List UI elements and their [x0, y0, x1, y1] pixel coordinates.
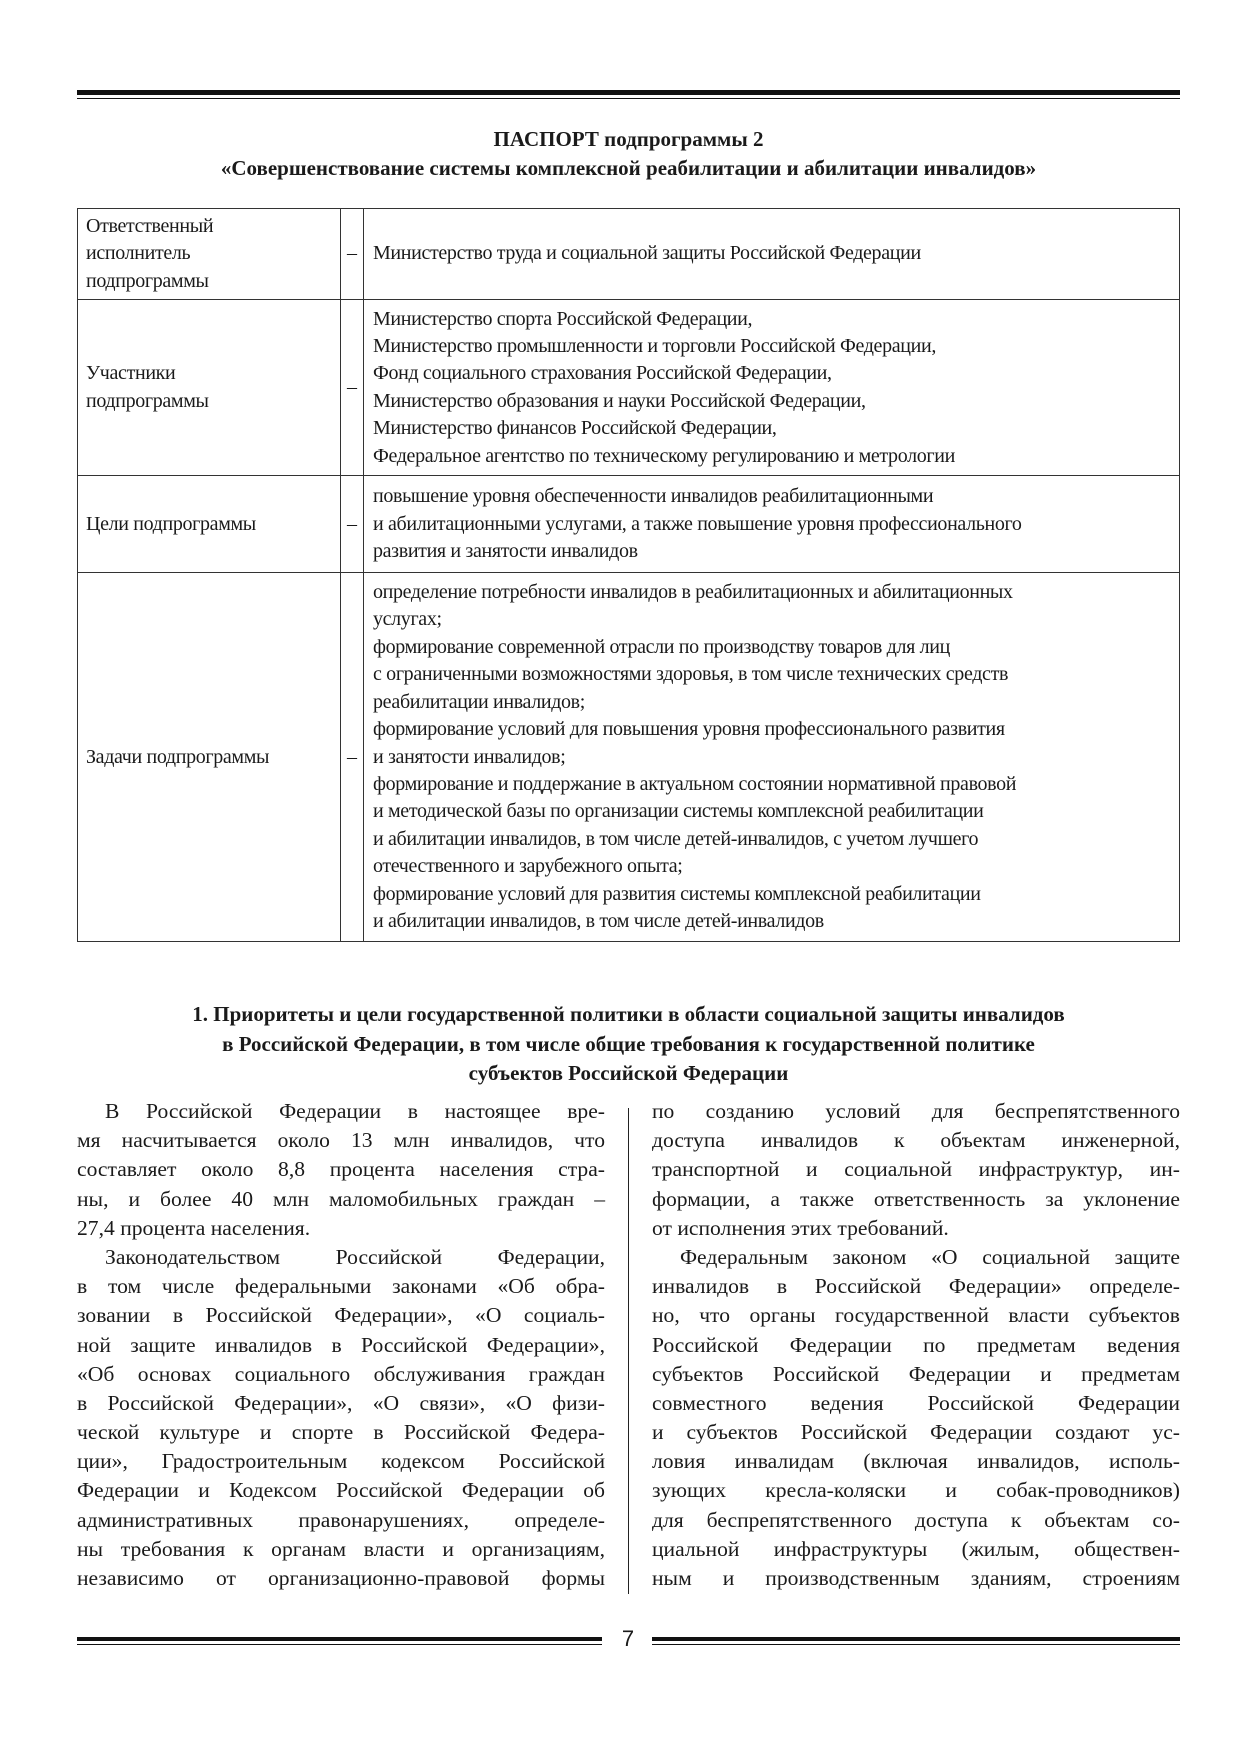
- paragraph-line: и субъектов Российской Федерации создают ус-: [652, 1420, 1180, 1445]
- value-line: определение потребности инвалидов в реабилитационных и абилитационных: [373, 581, 1013, 604]
- paragraph-line: 27,4 процента населения.: [77, 1215, 311, 1240]
- passport-title: ПАСПОРТ подпрограммы 2: [493, 127, 764, 151]
- value-line: формирование условий для повышения уровня профессионального развития: [373, 718, 1005, 741]
- footer-rule-right: [652, 1637, 1180, 1641]
- paragraph-line: по созданию условий для беспрепятственного: [652, 1099, 1180, 1123]
- paragraph-line: Федеральным законом «О социальной защите: [680, 1244, 1180, 1269]
- value-line: реабилитации инвалидов;: [373, 690, 585, 713]
- passport-subtitle: «Совершенствование системы комплексной реабилитации и абилитации инвалидов»: [220, 156, 1037, 180]
- label-line: подпрограммы: [86, 389, 209, 412]
- value-line: и абилитации инвалидов, в том числе детей-инвалидов: [373, 909, 824, 932]
- paragraph-line: доступа инвалидов к объектам инженерной,: [652, 1128, 1180, 1153]
- value-line: и методической базы по организации системы комплексной реабилитации: [373, 800, 984, 823]
- paragraph-line: циальной инфраструктуры (жилым, обществен-: [652, 1536, 1180, 1561]
- paragraph-line: ны, и более 40 млн маломобильных граждан –: [77, 1186, 605, 1211]
- passport-row: [78, 300, 1180, 476]
- paragraph-line: от исполнения этих требований.: [652, 1215, 949, 1240]
- value-line: Министерство образования и науки Российской Федерации,: [373, 389, 866, 412]
- value-line: отечественного и зарубежного опыта;: [373, 855, 683, 878]
- paragraph-line: субъектов Российской Федерации и предметам: [652, 1361, 1180, 1386]
- label-line: Участники: [86, 362, 176, 385]
- value-line: с ограниченными возможностями здоровья, в том числе технических средств: [373, 663, 1009, 686]
- section-heading-line: субъектов Российской Федерации: [468, 1061, 789, 1085]
- passport-row: [78, 476, 1180, 573]
- column-divider: [628, 1108, 629, 1594]
- footer-rule-right-thin: [652, 1644, 1180, 1645]
- value-line: развития и занятости инвалидов: [373, 539, 638, 562]
- value-line: Министерство финансов Российской Федерации,: [373, 417, 777, 440]
- paragraph-line: ной защите инвалидов в Российской Федерации»,: [77, 1332, 605, 1357]
- paragraph-line: Федерации и Кодексом Российской Федерации об: [77, 1478, 605, 1503]
- label-line: Задачи подпрограммы: [86, 745, 270, 768]
- paragraph-line: ческой культуре и спорте в Российской Федера-: [77, 1420, 605, 1445]
- paragraph-line: Законодательством Российской Федерации,: [105, 1244, 605, 1269]
- paragraph-line: формации, а также ответственность за уклонение: [652, 1186, 1180, 1211]
- paragraph-line: В Российской Федерации в настоящее вре-: [105, 1099, 605, 1123]
- value-line: и абилитационными услугами, а также повышение уровня профессионального: [373, 512, 1022, 535]
- top-rule: [77, 90, 1180, 95]
- passport-dash: –: [341, 300, 364, 476]
- value-line: формирование и поддержание в актуальном состоянии нормативной правовой: [373, 772, 1017, 795]
- passport-value: [364, 209, 1180, 300]
- passport-table: [77, 208, 1180, 942]
- footer-rule-left: [77, 1637, 602, 1641]
- paragraph-line: «Об основах социального обслуживания граждан: [77, 1361, 605, 1386]
- paragraph-line: Российской Федерации по предметам ведения: [652, 1332, 1180, 1357]
- footer-rule-left-thin: [77, 1644, 602, 1645]
- paragraph-line: в Российской Федерации», «О связи», «О физи-: [77, 1390, 605, 1415]
- paragraph-line: совместного ведения Российской Федерации: [652, 1390, 1180, 1415]
- section-heading: [77, 1000, 1180, 1089]
- paragraph-line: инвалидов в Российской Федерации» определе-: [652, 1274, 1180, 1299]
- passport-dash: –: [341, 209, 364, 300]
- value-line: Министерство спорта Российской Федерации,: [373, 307, 753, 330]
- paragraph-line: административных правонарушениях, определе-: [77, 1507, 605, 1532]
- paragraph-line: мя насчитывается около 13 млн инвалидов, что: [77, 1128, 605, 1153]
- paragraph-line: ны требования к органам власти и организациям,: [77, 1536, 605, 1561]
- paragraph-line: ным и производственным зданиям, строениям: [652, 1566, 1180, 1590]
- passport-label: [78, 573, 341, 942]
- passport-label: [78, 300, 341, 476]
- passport-value: [364, 300, 1180, 476]
- passport-dash: –: [341, 573, 364, 942]
- paragraph-line: независимо от организационно-правовой формы: [77, 1566, 605, 1590]
- label-line: подпрограммы: [86, 269, 209, 292]
- section-heading-line: 1. Приоритеты и цели государственной политики в области социальной защиты инвалидов: [192, 1002, 1065, 1026]
- paragraph-line: транспортной и социальной инфраструктур, ин-: [652, 1157, 1180, 1182]
- value-line: повышение уровня обеспеченности инвалидов реабилитационными: [373, 485, 934, 508]
- paragraph-line: ции», Градостроительным кодексом Российской: [77, 1449, 605, 1474]
- right-text-column: [652, 1097, 1180, 1593]
- paragraph-line: составляет около 8,8 процента населения стра-: [77, 1157, 605, 1182]
- value-line: Министерство промышленности и торговли Российской Федерации,: [373, 334, 936, 357]
- paragraph-line: зовании в Российской Федерации», «О социаль-: [77, 1303, 605, 1328]
- section-heading-line: в Российской Федерации, в том числе общие требования к государственной политике: [222, 1031, 1035, 1056]
- left-text-column: [77, 1097, 605, 1593]
- value-line: формирование современной отрасли по производству товаров для лиц: [373, 635, 950, 658]
- label-line: исполнитель: [86, 242, 191, 265]
- passport-dash: –: [341, 476, 364, 573]
- value-line: и абилитации инвалидов, в том числе детей-инвалидов, с учетом лучшего: [373, 827, 979, 850]
- passport-label: [78, 476, 341, 573]
- passport-row: [78, 209, 1180, 300]
- passport-label: [78, 209, 341, 300]
- label-line: Цели подпрограммы: [86, 512, 256, 535]
- paragraph-line: зующих кресла-коляски и собак-проводников): [652, 1478, 1180, 1503]
- top-rule-thin: [77, 98, 1180, 99]
- value-line: Министерство труда и социальной защиты Российской Федерации: [373, 242, 921, 265]
- paragraph-line: но, что органы государственной власти субъектов: [652, 1303, 1180, 1328]
- passport-row: [78, 573, 1180, 942]
- passport-value: [364, 573, 1180, 942]
- value-line: Федеральное агентство по техническому регулированию и метрологии: [373, 444, 955, 467]
- paragraph-line: ловия инвалидам (включая инвалидов, исполь-: [652, 1449, 1180, 1474]
- page-number: 7: [621, 1626, 635, 1651]
- value-line: формирование условий для развития системы комплексной реабилитации: [373, 882, 981, 905]
- label-line: Ответственный: [86, 215, 214, 237]
- value-line: Фонд социального страхования Российской Федерации,: [373, 362, 832, 385]
- passport-value: [364, 476, 1180, 573]
- paragraph-line: в том числе федеральными законами «Об обра-: [77, 1274, 605, 1299]
- value-line: услугах;: [373, 608, 442, 631]
- paragraph-line: для беспрепятственного доступа к объектам со-: [652, 1507, 1180, 1532]
- value-line: и занятости инвалидов;: [373, 745, 566, 768]
